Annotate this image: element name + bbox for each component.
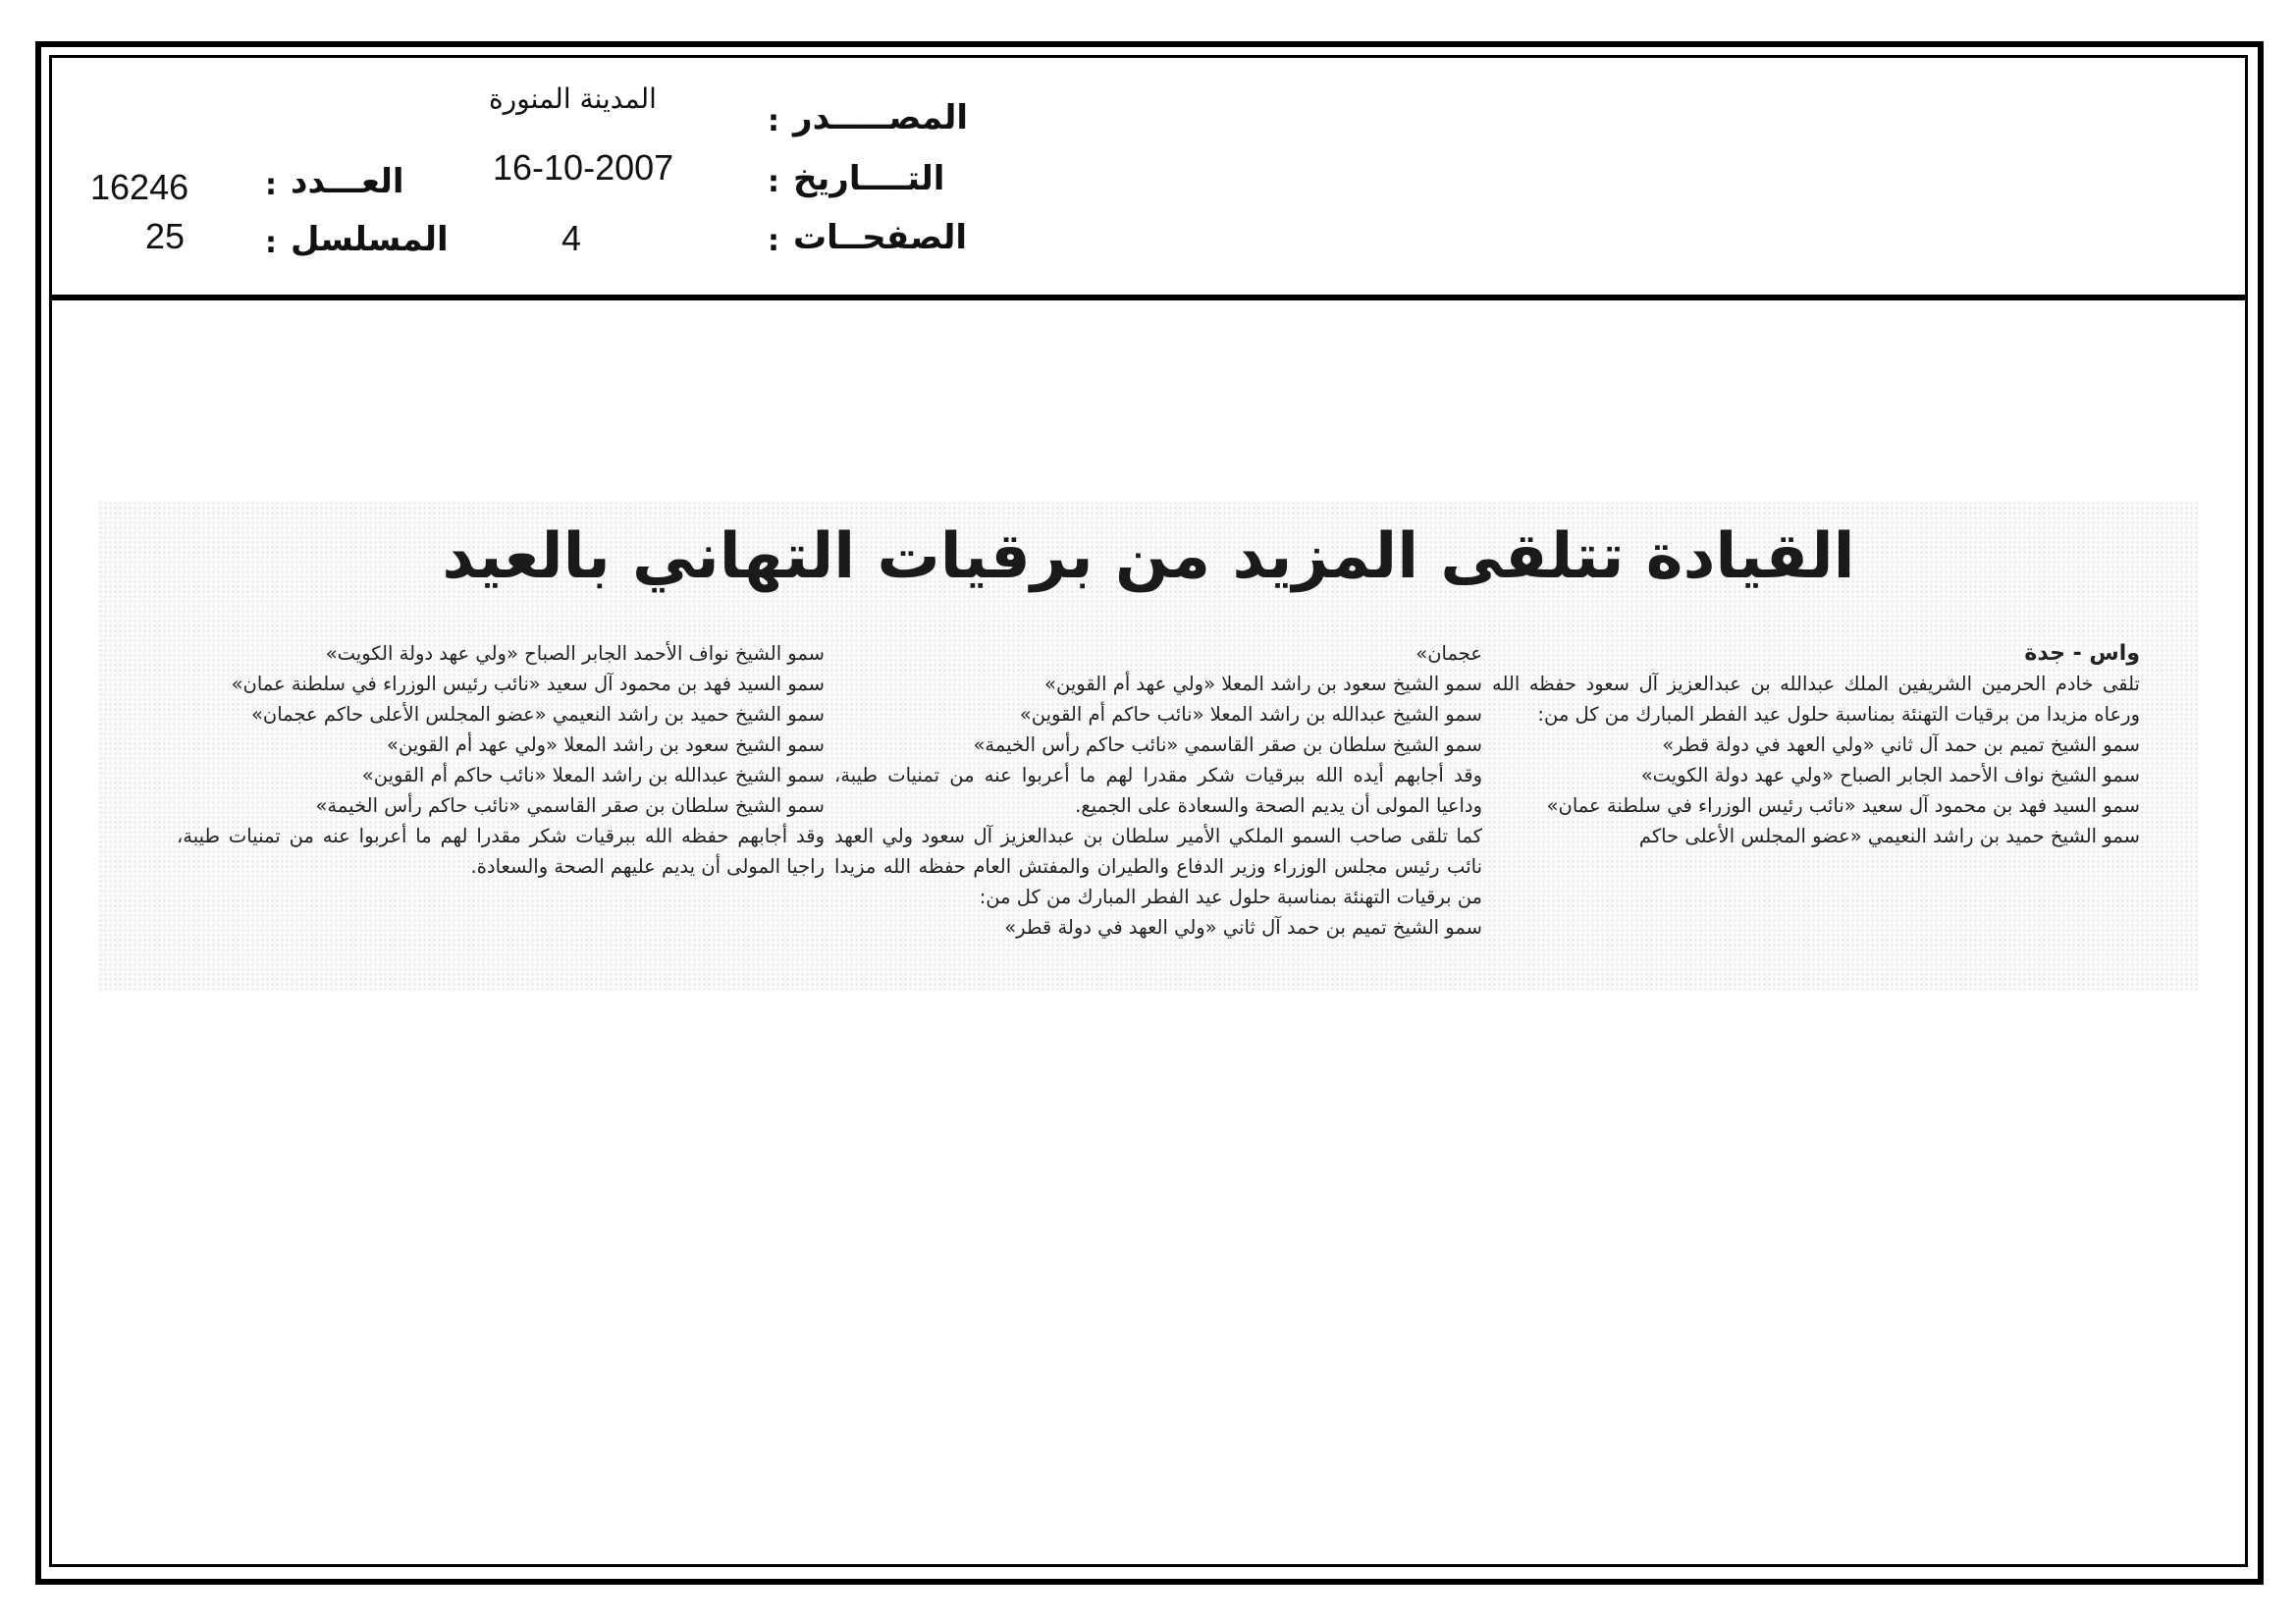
issue-label: العـــدد xyxy=(291,162,404,201)
date-value: 16-10-2007 xyxy=(493,147,674,188)
paragraph: سمو الشيخ سلطان بن صقر القاسمي «نائب حاكم رأس الخيمة» xyxy=(315,794,825,817)
paragraph: سمو الشيخ حميد بن راشد النعيمي «عضو المجلس الأعلى حاكم عجمان» xyxy=(250,703,825,726)
paragraph: سمو الشيخ سعود بن راشد المعلا «ولي عهد أم القوين» xyxy=(1044,673,1482,695)
paragraph: وقد أجابهم حفظه الله ببرقيات شكر مقدرا لهم ما أعربوا عنه من تمنيات طيبة، راجيا المولى أن يديم عليهم الصحة والسعادة. xyxy=(177,825,825,878)
paragraph: سمو الشيخ نواف الأحمد الجابر الصباح «ولي عهد دولة الكويت» xyxy=(1640,764,2140,786)
paragraph: سمو الشيخ نواف الأحمد الجابر الصباح «ولي عهد دولة الكويت» xyxy=(325,642,825,665)
news-clipping xyxy=(98,501,2199,992)
article-headline: القيادة تتلقى المزيد من برقيات التهاني بالعيد xyxy=(442,520,1855,593)
serial-value: 25 xyxy=(145,216,186,256)
article-column-3 xyxy=(177,638,825,882)
paragraph: تلقى خادم الحرمين الشريفين الملك عبدالله بن عبدالعزيز آل سعود حفظه الله ورعاه مزيدا من برقيات التهنئة بمناسبة حلول عيد الفطر المبارك من كل من: xyxy=(1492,673,2140,726)
paragraph: سمو السيد فهد بن محمود آل سعيد «نائب رئيس الوزراء في سلطنة عمان» xyxy=(231,673,825,695)
issue-value: 16246 xyxy=(90,167,189,207)
serial-colon: : xyxy=(265,226,277,260)
paragraph: عجمان» xyxy=(1415,642,1482,665)
pages-label: الصفحــات xyxy=(793,218,968,257)
paragraph: سمو الشيخ تميم بن حمد آل ثاني «ولي العهد في دولة قطر» xyxy=(1004,916,1482,939)
source-value: المدينة المنورة xyxy=(489,82,657,115)
paragraph: سمو الشيخ سلطان بن صقر القاسمي «نائب حاكم رأس الخيمة» xyxy=(973,733,1482,756)
article-column-1 xyxy=(1492,638,2140,851)
paragraph: سمو الشيخ حميد بن راشد النعيمي «عضو المجلس الأعلى حاكم xyxy=(1638,825,2140,847)
date-colon: : xyxy=(768,165,779,199)
serial-label: المسلسل xyxy=(291,220,449,259)
paragraph: سمو السيد فهد بن محمود آل سعيد «نائب رئيس الوزراء في سلطنة عمان» xyxy=(1546,794,2140,817)
article-column-2 xyxy=(834,638,1482,943)
paragraph: سمو الشيخ سعود بن راشد المعلا «ولي عهد أم القوين» xyxy=(387,733,825,756)
paragraph: سمو الشيخ تميم بن حمد آل ثاني «ولي العهد في دولة قطر» xyxy=(1662,733,2140,756)
paragraph: وقد أجابهم أيده الله ببرقيات شكر مقدرا لهم ما أعربوا عنه من تمنيات طيبة، وداعيا المولى أن يديم الصحة والسعادة على الجميع. xyxy=(834,764,1482,817)
paragraph: سمو الشيخ عبدالله بن راشد المعلا «نائب حاكم أم القوين» xyxy=(361,764,825,786)
pages-value: 4 xyxy=(561,218,582,258)
article-dateline: واس - جدة xyxy=(2024,641,2140,666)
source-label: المصـــــدر xyxy=(793,98,969,137)
pages-colon: : xyxy=(768,224,779,258)
issue-colon: : xyxy=(265,168,277,202)
paragraph: كما تلقى صاحب السمو الملكي الأمير سلطان بن عبدالعزيز آل سعود ولي العهد نائب رئيس مجلس الوزراء وزير الدفاع والطيران والمفتش العام حفظه الله مزيدا من برقيات التهنئة بمناسبة حلول عيد الفطر المبارك من كل من: xyxy=(834,825,1482,908)
source-colon: : xyxy=(768,104,779,138)
paragraph: سمو الشيخ عبدالله بن راشد المعلا «نائب حاكم أم القوين» xyxy=(1019,703,1482,726)
date-label: التــــاريخ xyxy=(793,159,945,198)
